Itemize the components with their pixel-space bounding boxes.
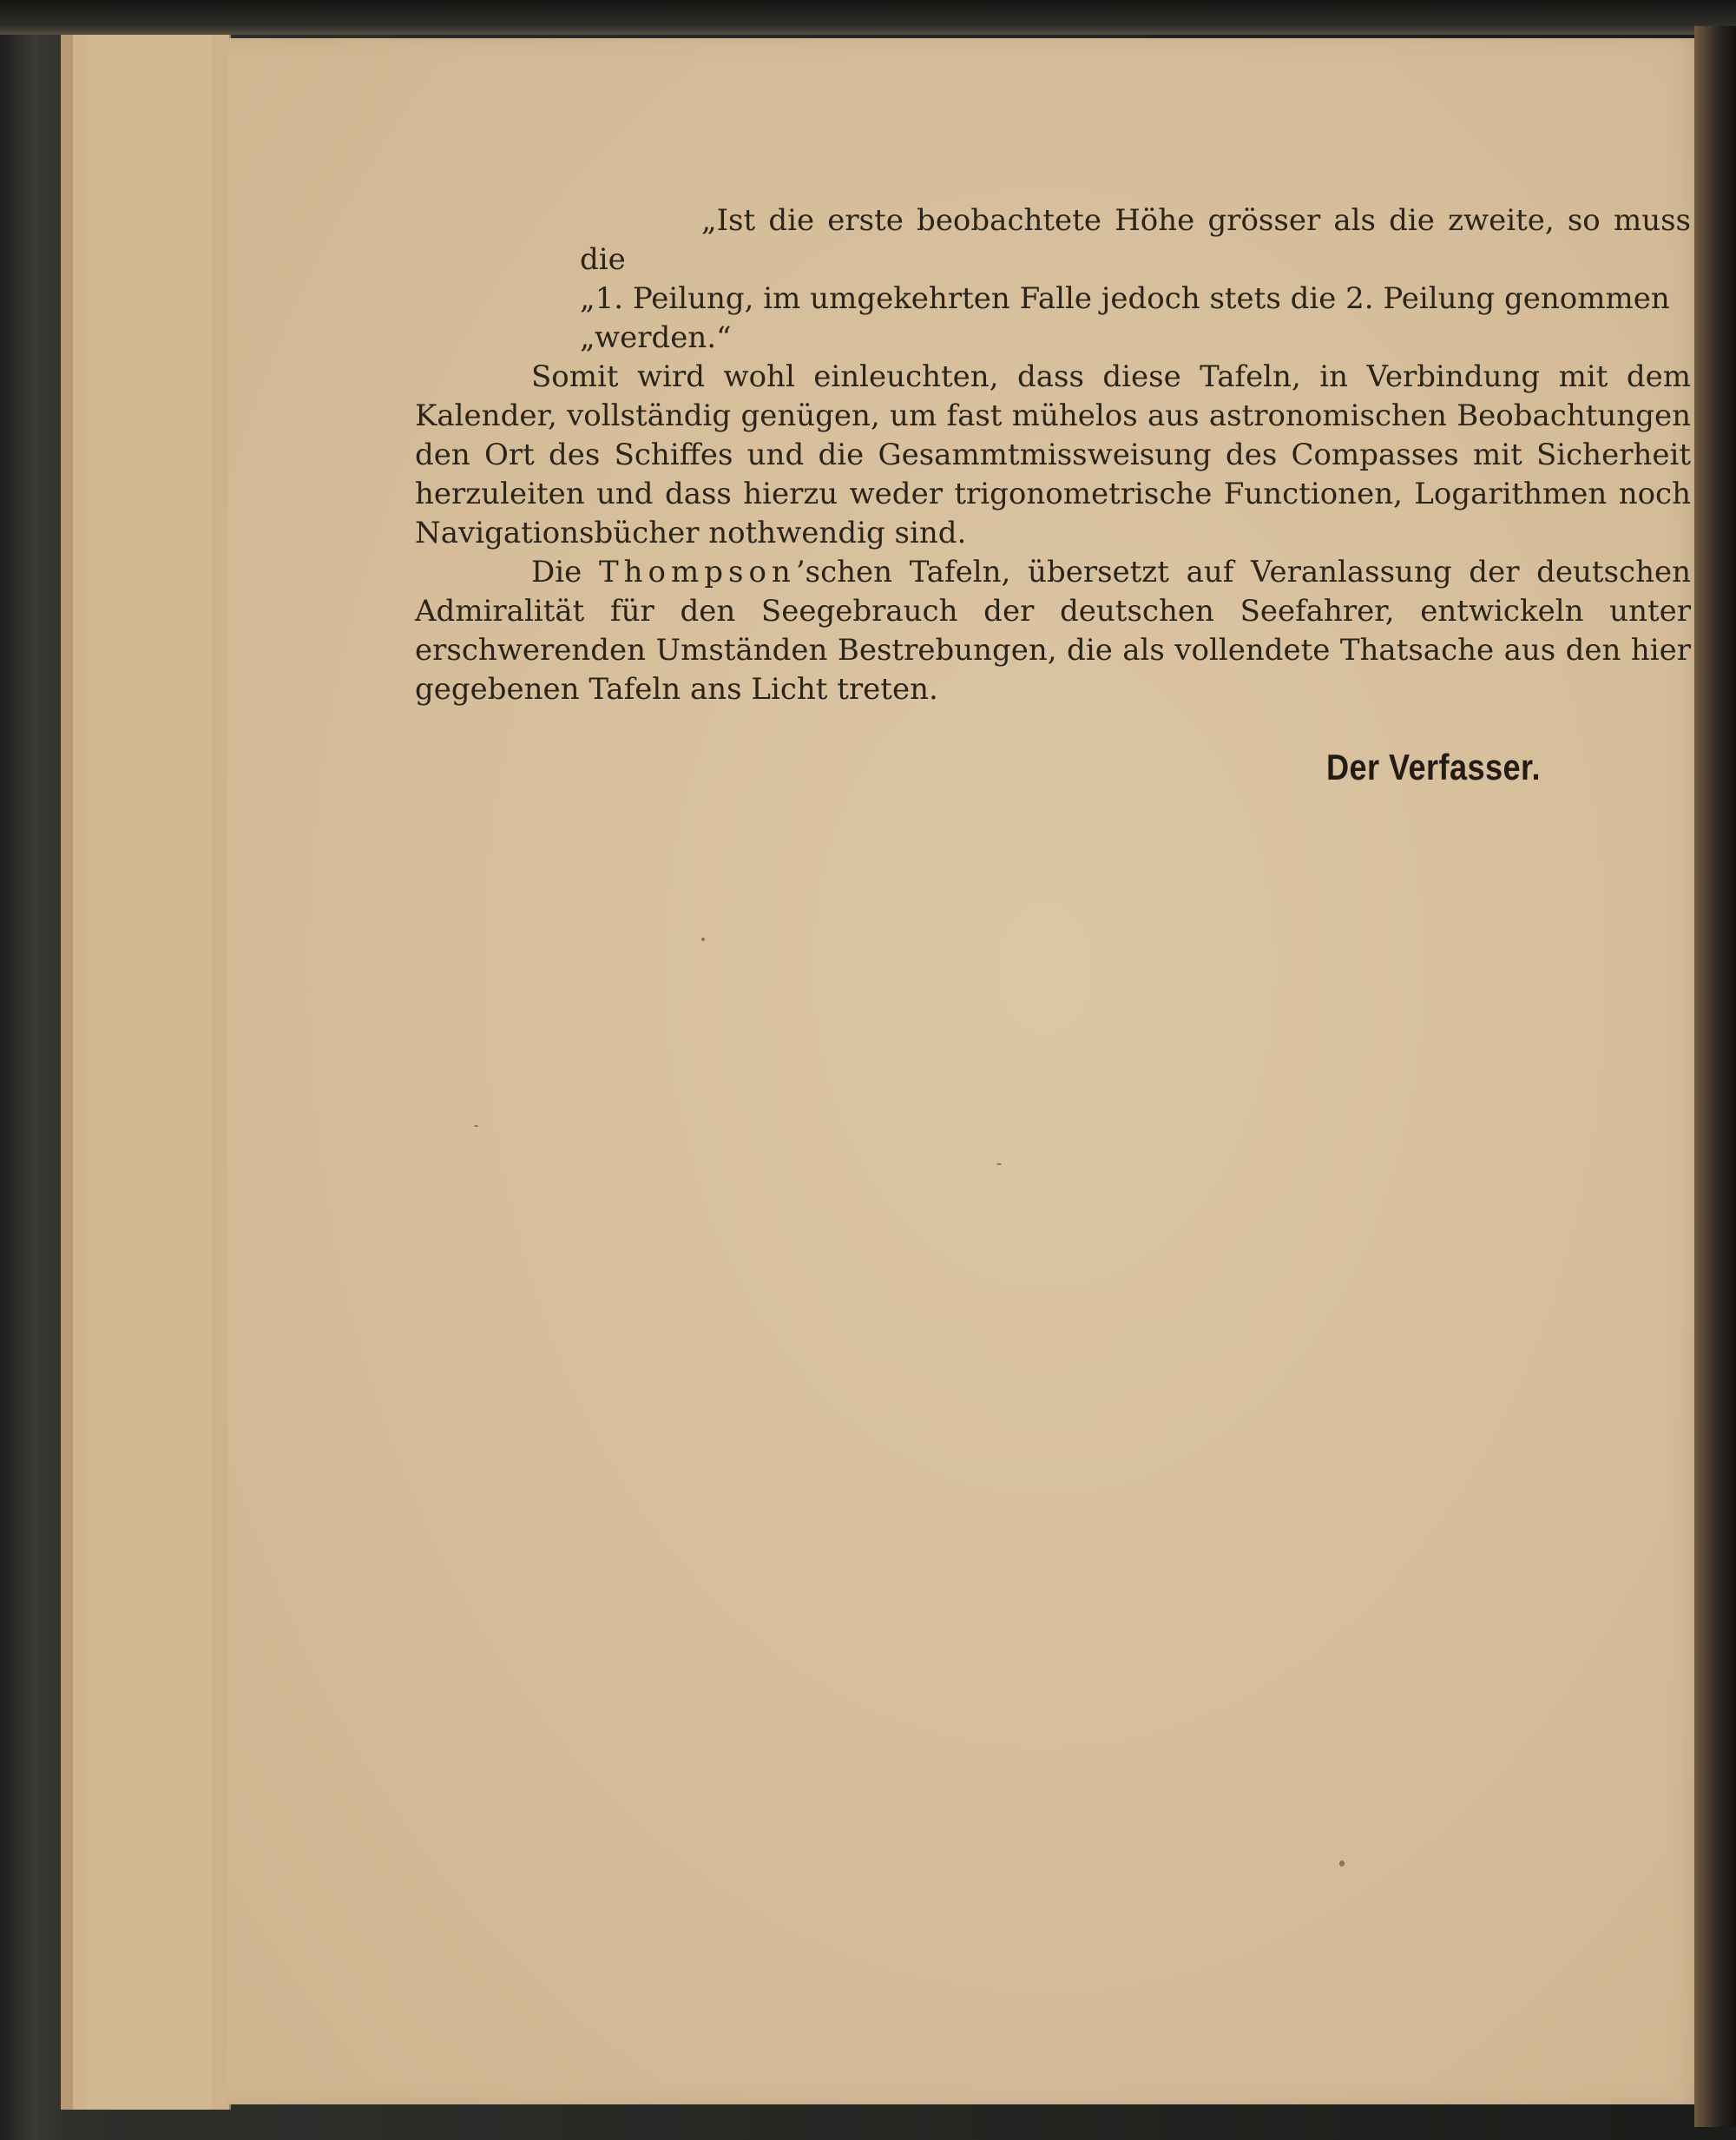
gutter-shadow (1694, 26, 1736, 2127)
quote-line-2: „1. Peilung, im umgekehrten Falle jedoch stets die 2. Peilung genommen (580, 281, 1670, 316)
paper-speck (474, 1125, 478, 1127)
paragraph-conclusion: Somit wird wohl einleuchten, dass diese Tafeln, in Verbindung mit dem Kalender, vollständig genügen, um fast mühelos aus astronomischen Beobachtungen den Ort des Schiffes und die Gesammtmissweisung des Compasses mit Sicherheit herzuleiten und dass hierzu weder trigonometrische Functionen, Logarithmen noch Navigationsbücher nothwendig sind. (415, 359, 1691, 550)
paper-speck (1339, 1860, 1345, 1867)
paragraph-thompson (415, 553, 1691, 709)
paper-speck (701, 938, 705, 941)
top-edge-shadow (0, 0, 1736, 35)
quote-line-1: „Ist die erste beobachtete Höhe grösser als die zweite, so muss die (580, 203, 1691, 277)
paragraph-thompson-before: Die (531, 555, 582, 589)
quote-paragraph (580, 201, 1691, 358)
paragraph-thompson-after: ’schen Tafeln, übersetzt auf Veranlassung der deutschen Admiralität für den Seegebrauch der deutschen Seefahrer, entwickeln unter erschwerenden Umständen Bestrebungen, die als vollendete Thatsache aus den hier gegebenen Tafeln ans Licht treten. (415, 555, 1691, 707)
body-text (415, 201, 1691, 709)
quote-line-3: „werden.“ (580, 320, 732, 355)
author-signature: Der Verfasser. (1326, 747, 1542, 787)
paper-speck (996, 1163, 1002, 1165)
page-edge (87, 35, 219, 2110)
thompson-name: Thompson (598, 555, 796, 589)
